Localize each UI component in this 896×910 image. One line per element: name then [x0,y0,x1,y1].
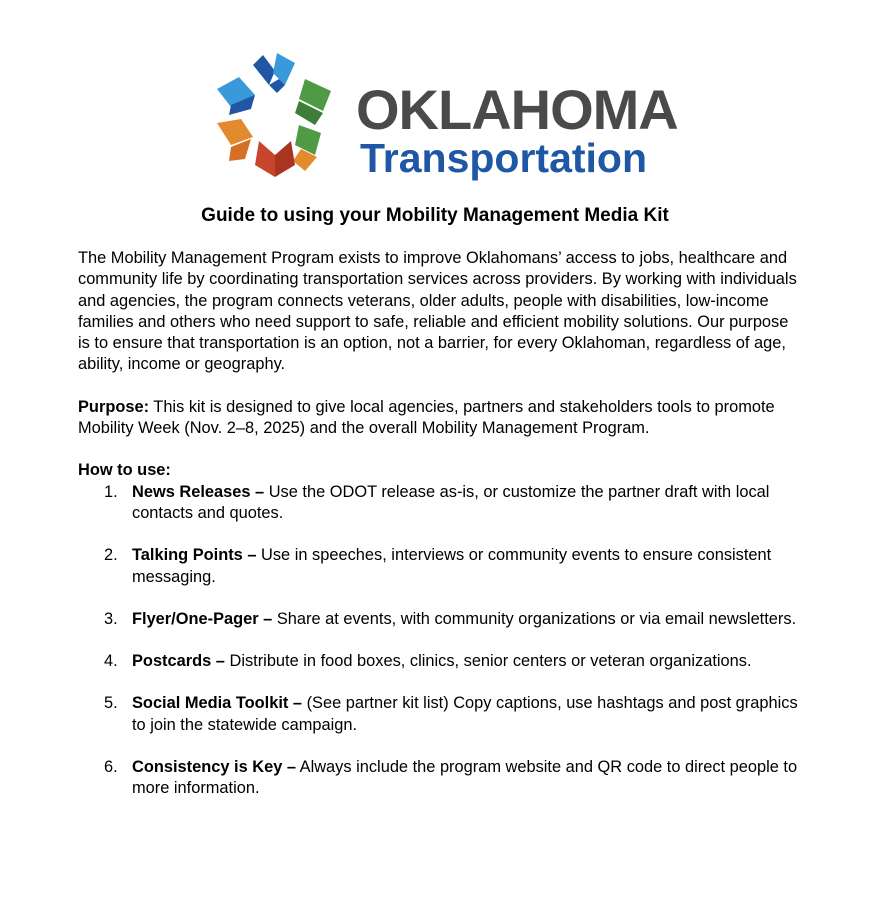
list-item [78,757,798,800]
list-item-text: Use the ODOT release as-is, or customize the partner draft with local contacts and quotes. [132,482,770,522]
purpose-label: Purpose: [78,397,150,416]
list-item-title: Social Media Toolkit – [132,694,303,713]
list-item [78,482,798,525]
how-to-use-list [78,482,798,800]
list-item-number: 3. [104,609,118,628]
purpose-paragraph [78,397,798,440]
list-item-number: 4. [104,652,118,671]
list-item-number: 2. [104,546,118,565]
page-title: Guide to using your Mobility Management Media Kit [201,205,669,226]
list-item-number: 1. [104,482,118,501]
list-item [78,545,798,588]
purpose-text: This kit is designed to give local agencies, partners and stakeholders tools to promote Mobility Week (Nov. 2–8, 2025) and the overall Mobility Management Program. [78,397,775,438]
list-item [78,693,798,736]
list-item-number: 5. [104,694,118,713]
how-to-use-heading: How to use: [78,461,171,480]
list-item-title: Postcards – [132,652,225,671]
list-item-text: Always include the program website and QR code to direct people to more information. [132,758,798,798]
list-item [78,609,798,630]
intro-paragraph: The Mobility Management Program exists to improve Oklahomans’ access to jobs, healthcare and community life by coordinating transportation services across providers. By working with individuals and agencies, the program connects veterans, older adults, people with disabilities, low-income families and others who need support to safe, reliable and efficient mobility solutions. Our purpose is to ensure that transportation is an option, not a barrier, for every Oklahoman, regardless of age, ability, income or geography. [78,249,797,374]
list-item-text: Distribute in food boxes, clinics, senior centers or veteran organizations. [224,652,752,671]
star-logo-icon [212,52,338,178]
odot-logo [212,52,678,182]
list-item-title: Flyer/One-Pager – [132,609,273,628]
list-item-text: (See partner kit list) Copy captions, use hashtags and post graphics to join the statewide campaign. [132,694,798,734]
list-item-title: News Releases – [132,482,265,501]
brand-name-oklahoma: OKLAHOMA [356,78,678,141]
document-body [78,248,798,821]
list-item [78,651,798,672]
list-item-text: Use in speeches, interviews or community events to ensure consistent messaging. [132,546,772,586]
brand-name-transportation: Transportation [360,135,648,181]
list-item-number: 6. [104,758,118,777]
list-item-text: Share at events, with community organizations or via email newsletters. [272,609,797,628]
list-item-title: Talking Points – [132,546,257,565]
list-item-title: Consistency is Key – [132,758,296,777]
